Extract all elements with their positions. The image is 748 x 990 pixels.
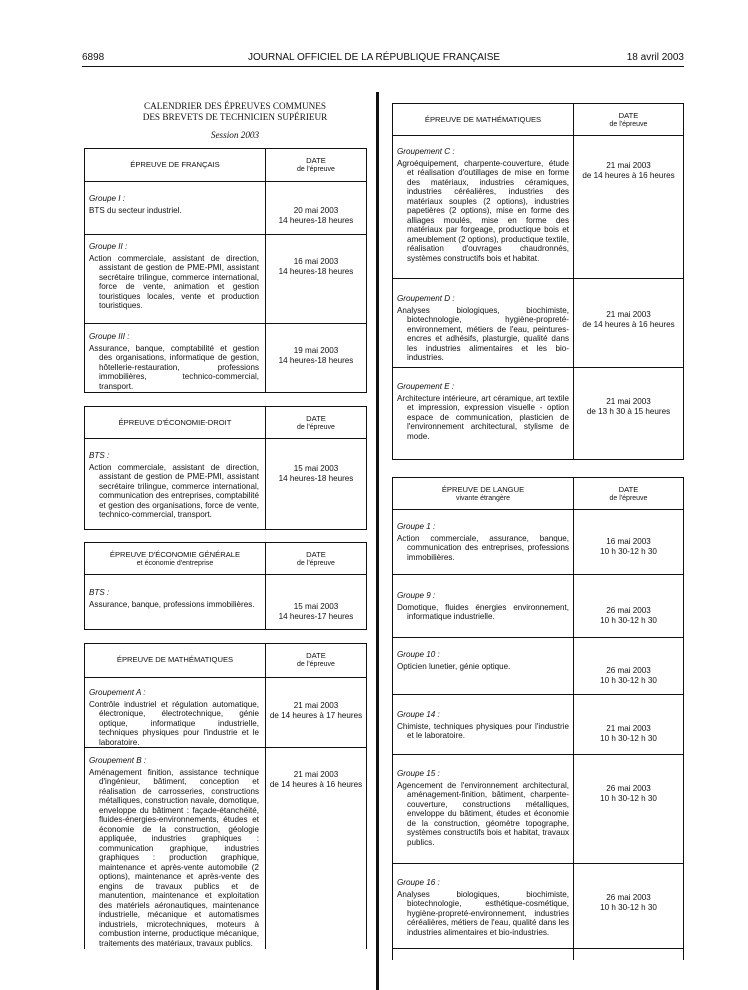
exam-day: 26 mai 2003	[606, 606, 651, 615]
exam-date	[574, 893, 683, 912]
table-row	[397, 878, 569, 937]
column-header-date	[574, 486, 683, 503]
exam-hours: 14 heures-18 heures	[278, 355, 354, 365]
exam-date	[266, 770, 366, 789]
row-divider	[393, 754, 683, 755]
table-row	[89, 194, 259, 215]
exam-day: 20 mai 2003	[293, 206, 339, 215]
exam-date	[574, 161, 683, 180]
table-langue-vivante	[392, 477, 684, 960]
group-description: Analyses biologiques, biochimiste, biotechnologie, esthétique-cosmétique, hygiène-propreté-environnement, industries céréalières, métiers de l'eau, qualité dans les industries alimentaires et bio-industries.	[397, 889, 569, 937]
table-row	[397, 591, 569, 622]
group-description: Contrôle industriel et régulation automatique, électronique, électrotechnique, génie optique, informatique industrielle, techniques physiques pour l'industrie et le laboratoire.	[89, 699, 259, 747]
group-description: Agroéquipement, charpente-couverture, étude et réalisation d'outillages de mise en forme des matériaux, industries céramiques, industries céréalières, industries des matériaux souples (2 options), industries papetières (2 options), mise en forme des alliages moulés, mise en forme des matériaux par forgeage, productique bois et ameublement (2 options), productique textile, réalisation d'ouvrages chaudronnés, systèmes constructifs bois et habitat.	[397, 158, 569, 263]
table-row	[89, 688, 259, 747]
group-label: Groupe 1 :	[397, 522, 436, 531]
group-description: Assurance, banque, comptabilité et gestion des organisations, informatique de gestion, hôtellerie-restauration, professions immobilières, technico-commercial, transport.	[89, 343, 259, 391]
table-row	[397, 294, 569, 363]
exam-date	[266, 464, 366, 483]
exam-date	[574, 724, 683, 743]
group-description: Agencement de l'environnement architectural, aménagement-finition, bâtiment, charpente-couverture, constructions métalliques, enveloppe du bâtiment, études et économie de la construction, géomètre topographe, systèmes constructifs bois et habitat, travaux publics.	[397, 780, 569, 847]
table-francais	[84, 148, 367, 393]
header-line2: et économie d'entreprise	[136, 559, 214, 567]
row-divider	[393, 948, 683, 949]
exam-hours: de 14 heures à 16 heures	[582, 170, 675, 180]
calendar-title-line-1: CALENDRIER DES ÉPREUVES COMMUNES	[144, 101, 326, 111]
table-row	[89, 451, 259, 520]
header-rule	[82, 66, 684, 67]
date-header-line2: de l'épreuve	[297, 660, 335, 668]
date-header-line2: de l'épreuve	[297, 423, 335, 431]
exam-hours: 10 h 30-12 h 30	[600, 675, 657, 685]
table-row	[397, 522, 569, 562]
group-description: Action commerciale, assistant de direction, assistant de gestion de PME-PMI, assistant secrétaire trilingue, commerce international, communication des entreprises, comptabilité et gestion des organisations, force de vente, technico-commercial, transport.	[89, 462, 259, 519]
date-header-line1: DATE	[618, 485, 639, 494]
row-divider	[85, 747, 366, 748]
group-description: Action commerciale, assurance, banque, communication des entreprises, professions immobilières.	[397, 533, 569, 562]
row-divider	[85, 323, 366, 324]
group-description: Architecture intérieure, art céramique, art textile et impression, expression visuelle - option espace de communication, plasticien de l'environnement architectural, stylisme de mode.	[397, 393, 569, 441]
exam-date	[266, 346, 366, 365]
calendar-title-line-2: DES BREVETS DE TECHNICIEN SUPÉRIEUR	[142, 112, 328, 122]
exam-date	[574, 310, 683, 329]
column-header-date	[266, 157, 366, 174]
table-row	[89, 756, 259, 948]
table-row	[89, 242, 259, 311]
exam-day: 16 mai 2003	[606, 537, 651, 546]
exam-hours: 14 heures-18 heures	[278, 266, 354, 276]
calendar-title	[100, 101, 370, 141]
group-label: BTS :	[89, 451, 110, 460]
table-row	[89, 588, 259, 609]
date-header-line2: de l'épreuve	[297, 165, 335, 173]
exam-day: 26 mai 2003	[606, 784, 651, 793]
exam-day: 21 mai 2003	[293, 770, 339, 779]
table-row	[397, 650, 569, 671]
exam-date	[574, 666, 683, 685]
table-economie-generale	[84, 542, 367, 630]
exam-date	[574, 397, 683, 416]
date-header-line1: DATE	[306, 651, 326, 660]
column-separator	[265, 644, 266, 949]
exam-day: 21 mai 2003	[606, 724, 651, 733]
session-label: Session 2003	[210, 130, 260, 140]
exam-day: 21 mai 2003	[606, 161, 651, 170]
exam-hours: 10 h 30-12 h 30	[600, 615, 657, 625]
exam-date	[266, 701, 366, 720]
exam-date	[266, 257, 366, 276]
exam-day: 21 mai 2003	[293, 701, 339, 710]
group-description: Assurance, banque, professions immobilières.	[89, 599, 255, 609]
header-line2: vivante étrangère	[455, 494, 511, 502]
exam-hours: 14 heures-18 heures	[278, 215, 354, 225]
group-description: Analyses biologiques, biochimiste, biotechnologie, hygiène-propreté-environnement, métiers de l'eau, peintures-encres et adhésifs, plasturgie, qualité dans les industries alimentaires et les bio-industries.	[397, 305, 569, 362]
table-economie-droit	[84, 406, 367, 530]
date-header-line1: DATE	[306, 414, 326, 423]
date-header-line2: de l'épreuve	[609, 120, 648, 128]
group-label: Groupement D :	[397, 294, 455, 303]
journal-title: JOURNAL OFFICIEL DE LA RÉPUBLIQUE FRANÇAISE	[247, 52, 501, 63]
group-label: Groupe 14 :	[397, 710, 440, 719]
exam-hours: de 13 h 30 à 15 heures	[586, 406, 671, 416]
header-line1: ÉPREUVE DE LANGUE	[441, 485, 525, 494]
table-mathematiques-c-d-e	[392, 103, 684, 460]
table-row	[89, 332, 259, 391]
column-header-epreuve	[393, 486, 573, 503]
exam-day: 26 mai 2003	[606, 666, 651, 675]
exam-hours: 14 heures-17 heures	[278, 611, 354, 621]
exam-hours: de 14 heures à 16 heures	[582, 319, 675, 329]
exam-date	[574, 537, 683, 556]
date-header-line2: de l'épreuve	[609, 494, 648, 502]
table-row	[397, 769, 569, 847]
column-header-date	[266, 652, 366, 669]
group-label: Groupe III :	[89, 332, 130, 341]
exam-hours: 10 h 30-12 h 30	[600, 546, 657, 556]
date-header-line1: DATE	[306, 550, 326, 559]
column-divider	[376, 92, 379, 990]
group-label: Groupement C :	[397, 147, 455, 156]
row-divider	[393, 367, 683, 368]
group-description: Domotique, fluides énergies environnement, informatique industrielle.	[397, 602, 569, 621]
row-divider	[393, 863, 683, 864]
date-header-line2: de l'épreuve	[297, 559, 335, 567]
exam-day: 26 mai 2003	[606, 893, 651, 902]
group-description: Opticien lunetier, génie optique.	[397, 661, 511, 671]
group-description: Action commerciale, assistant de direction, assistant de gestion de PME-PMI, assistant secrétaire trilingue, commerce international, force de vente, animation et gestion touristiques locales, vente et production touristiques.	[89, 253, 259, 310]
exam-day: 21 mai 2003	[606, 310, 651, 319]
row-divider	[393, 278, 683, 279]
exam-day: 16 mai 2003	[293, 257, 339, 266]
page-number: 6898	[82, 52, 105, 63]
column-header-epreuve: ÉPREUVE DE FRANÇAIS	[130, 160, 220, 169]
column-header-date	[574, 112, 683, 129]
group-label: Groupe 15 :	[397, 769, 440, 778]
exam-date	[574, 784, 683, 803]
row-divider	[85, 234, 366, 235]
group-description: Chimiste, techniques physiques pour l'industrie et le laboratoire.	[397, 721, 569, 740]
group-label: Groupement E :	[397, 382, 455, 391]
exam-day: 15 mai 2003	[293, 602, 339, 611]
column-header-epreuve	[85, 551, 265, 568]
page-date: 18 avril 2003	[626, 52, 684, 63]
group-label: Groupe I :	[89, 194, 125, 203]
exam-day: 19 mai 2003	[293, 346, 339, 355]
group-label: Groupe 10 :	[397, 650, 440, 659]
group-label: BTS :	[89, 588, 110, 597]
exam-date	[266, 206, 366, 225]
column-header-epreuve: ÉPREUVE DE MATHÉMATIQUES	[424, 115, 542, 124]
group-description: BTS du secteur industriel.	[89, 205, 182, 215]
group-label: Groupe 16 :	[397, 878, 440, 887]
row-divider	[393, 574, 683, 575]
exam-hours: 10 h 30-12 h 30	[600, 733, 657, 743]
column-header-date	[266, 415, 366, 432]
group-label: Groupement B :	[89, 756, 147, 765]
column-header-epreuve: ÉPREUVE D'ÉCONOMIE-DROIT	[118, 418, 232, 427]
table-row	[397, 710, 569, 741]
date-header-line1: DATE	[306, 156, 326, 165]
header-line1: ÉPREUVE D'ÉCONOMIE GÉNÉRALE	[109, 550, 241, 559]
table-row	[397, 147, 569, 263]
group-description: Aménagement finition, assistance technique d'ingénieur, bâtiment, conception et réalisation de carrosseries, constructions métalliques, construction navale, domotique, enveloppe du bâtiment : façade-étanchéité, fluides-énergies-environnements, études et économie de la construction, géologie appliquée, industries graphiques : communication graphique, industries graphiques : production graphique, maintenance et après-vente automobile (2 options), maintenance et après-vente des engins de travaux publics et de manutention, maintenance et exploitation des matériels aéronautiques, maintenance industrielle, mécanique et automatismes industriels, microtechniques, moteurs à combustion interne, productique mécanique, traitements des matériaux, travaux publics.	[89, 767, 259, 948]
exam-hours: 10 h 30-12 h 30	[600, 793, 657, 803]
exam-date	[266, 602, 366, 621]
table-row	[397, 382, 569, 441]
group-label: Groupe II :	[89, 242, 128, 251]
exam-hours: 10 h 30-12 h 30	[600, 902, 657, 912]
row-divider	[393, 694, 683, 695]
exam-hours: 14 heures-18 heures	[278, 473, 354, 483]
group-label: Groupement A :	[89, 688, 146, 697]
column-header-epreuve: ÉPREUVE DE MATHÉMATIQUES	[116, 655, 234, 664]
exam-date	[574, 606, 683, 625]
table-mathematiques-a-b	[84, 643, 367, 949]
exam-hours: de 14 heures à 17 heures	[269, 710, 363, 720]
group-label: Groupe 9 :	[397, 591, 436, 600]
column-header-date	[266, 551, 366, 568]
exam-hours: de 14 heures à 16 heures	[269, 779, 363, 789]
exam-day: 15 mai 2003	[293, 464, 339, 473]
exam-day: 21 mai 2003	[606, 397, 651, 406]
date-header-line1: DATE	[618, 111, 639, 120]
row-divider	[393, 637, 683, 638]
